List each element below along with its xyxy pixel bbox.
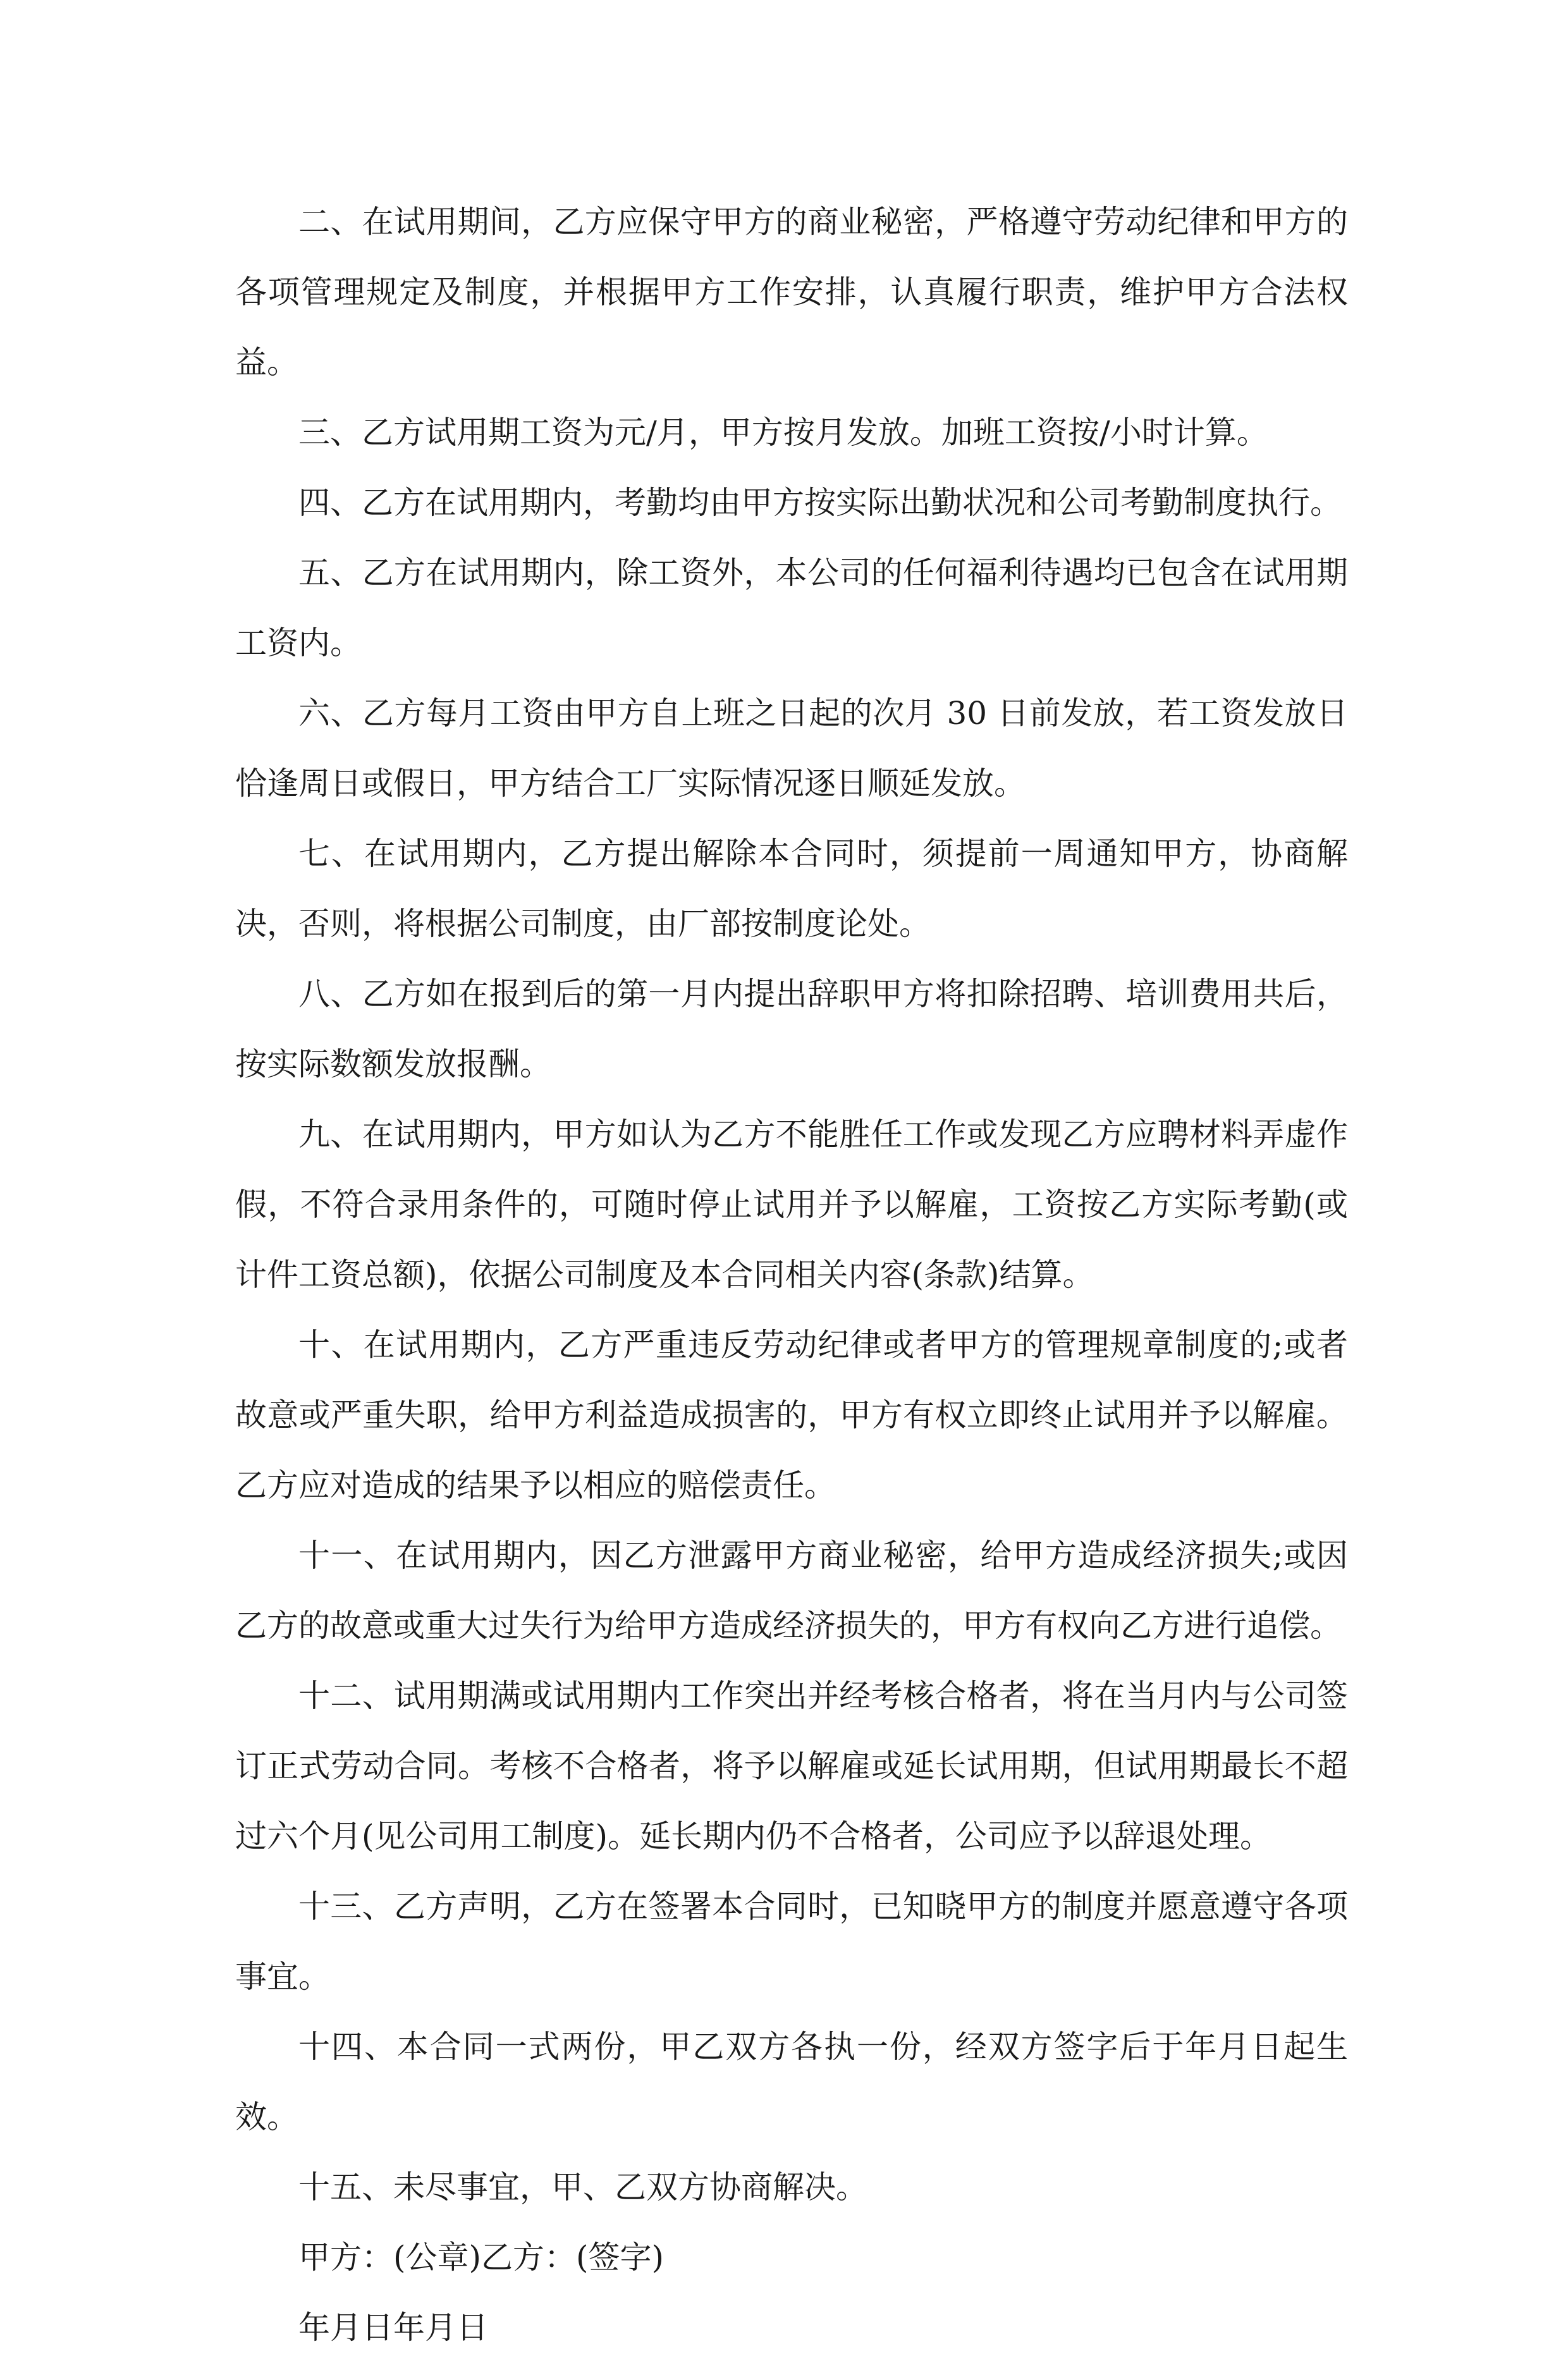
clause-7: 七、在试用期内，乙方提出解除本合同时，须提前一周通知甲方，协商解决，否则，将根据公司制度，由厂部按制度论处。: [235, 835, 1348, 942]
clause-13: 十三、乙方声明，乙方在签署本合同时，已知晓甲方的制度并愿意遵守各项事宜。: [235, 1888, 1348, 1995]
clause-12: 十二、试用期满或试用期内工作突出并经考核合格者，将在当月内与公司签订正式劳动合同。考核不合格者，将予以解雇或延长试用期，但试用期最长不超过六个月(见公司用工制度)。延长期内仍不合格者，公司应予以辞退处理。: [235, 1678, 1348, 1855]
clause-5: 五、乙方在试用期内，除工资外，本公司的任何福利待遇均已包含在试用期工资内。: [235, 555, 1348, 661]
clause-4: 四、乙方在试用期内，考勤均由甲方按实际出勤状况和公司考勤制度执行。: [298, 484, 1342, 521]
clause-10: 十、在试用期内，乙方严重违反劳动纪律或者甲方的管理规章制度的;或者故意或严重失职，给甲方利益造成损害的，甲方有权立即终止试用并予以解雇。乙方应对造成的结果予以相应的赔偿责任。: [235, 1327, 1348, 1504]
clause-14: 十四、本合同一式两份，甲乙双方各执一份，经双方签字后于年月日起生效。: [235, 2028, 1348, 2135]
clause-3: 三、乙方试用期工资为元/月，甲方按月发放。加班工资按/小时计算。: [298, 414, 1268, 451]
clause-11: 十一、在试用期内，因乙方泄露甲方商业秘密，给甲方造成经济损失;或因乙方的故意或重大过失行为给甲方造成经济损失的，甲方有权向乙方进行追偿。: [235, 1537, 1348, 1644]
clause-15: 十五、未尽事宜，甲、乙双方协商解决。: [298, 2169, 867, 2206]
clause-2: 二、在试用期间，乙方应保守甲方的商业秘密，严格遵守劳动纪律和甲方的各项管理规定及制度，并根据甲方工作安排，认真履行职责，维护甲方合法权益。: [235, 204, 1348, 381]
clause-6: 六、乙方每月工资由甲方自上班之日起的次月 30 日前发放，若工资发放日恰逢周日或假日，甲方结合工厂实际情况逐日顺延发放。: [235, 695, 1348, 802]
signature-parties-line: 甲方：(公章)乙方：(签字): [298, 2239, 665, 2276]
clause-9: 九、在试用期内，甲方如认为乙方不能胜任工作或发现乙方应聘材料弄虚作假，不符合录用条件的，可随时停止试用并予以解雇，工资按乙方实际考勤(或计件工资总额)，依据公司制度及本合同相关内容(条款)结算。: [235, 1116, 1348, 1293]
signature-date-line: 年月日年月日: [298, 2309, 488, 2346]
document-body: [235, 187, 1348, 2363]
clause-8: 八、乙方如在报到后的第一月内提出辞职甲方将扣除招聘、培训费用共后，按实际数额发放报酬。: [235, 976, 1348, 1083]
